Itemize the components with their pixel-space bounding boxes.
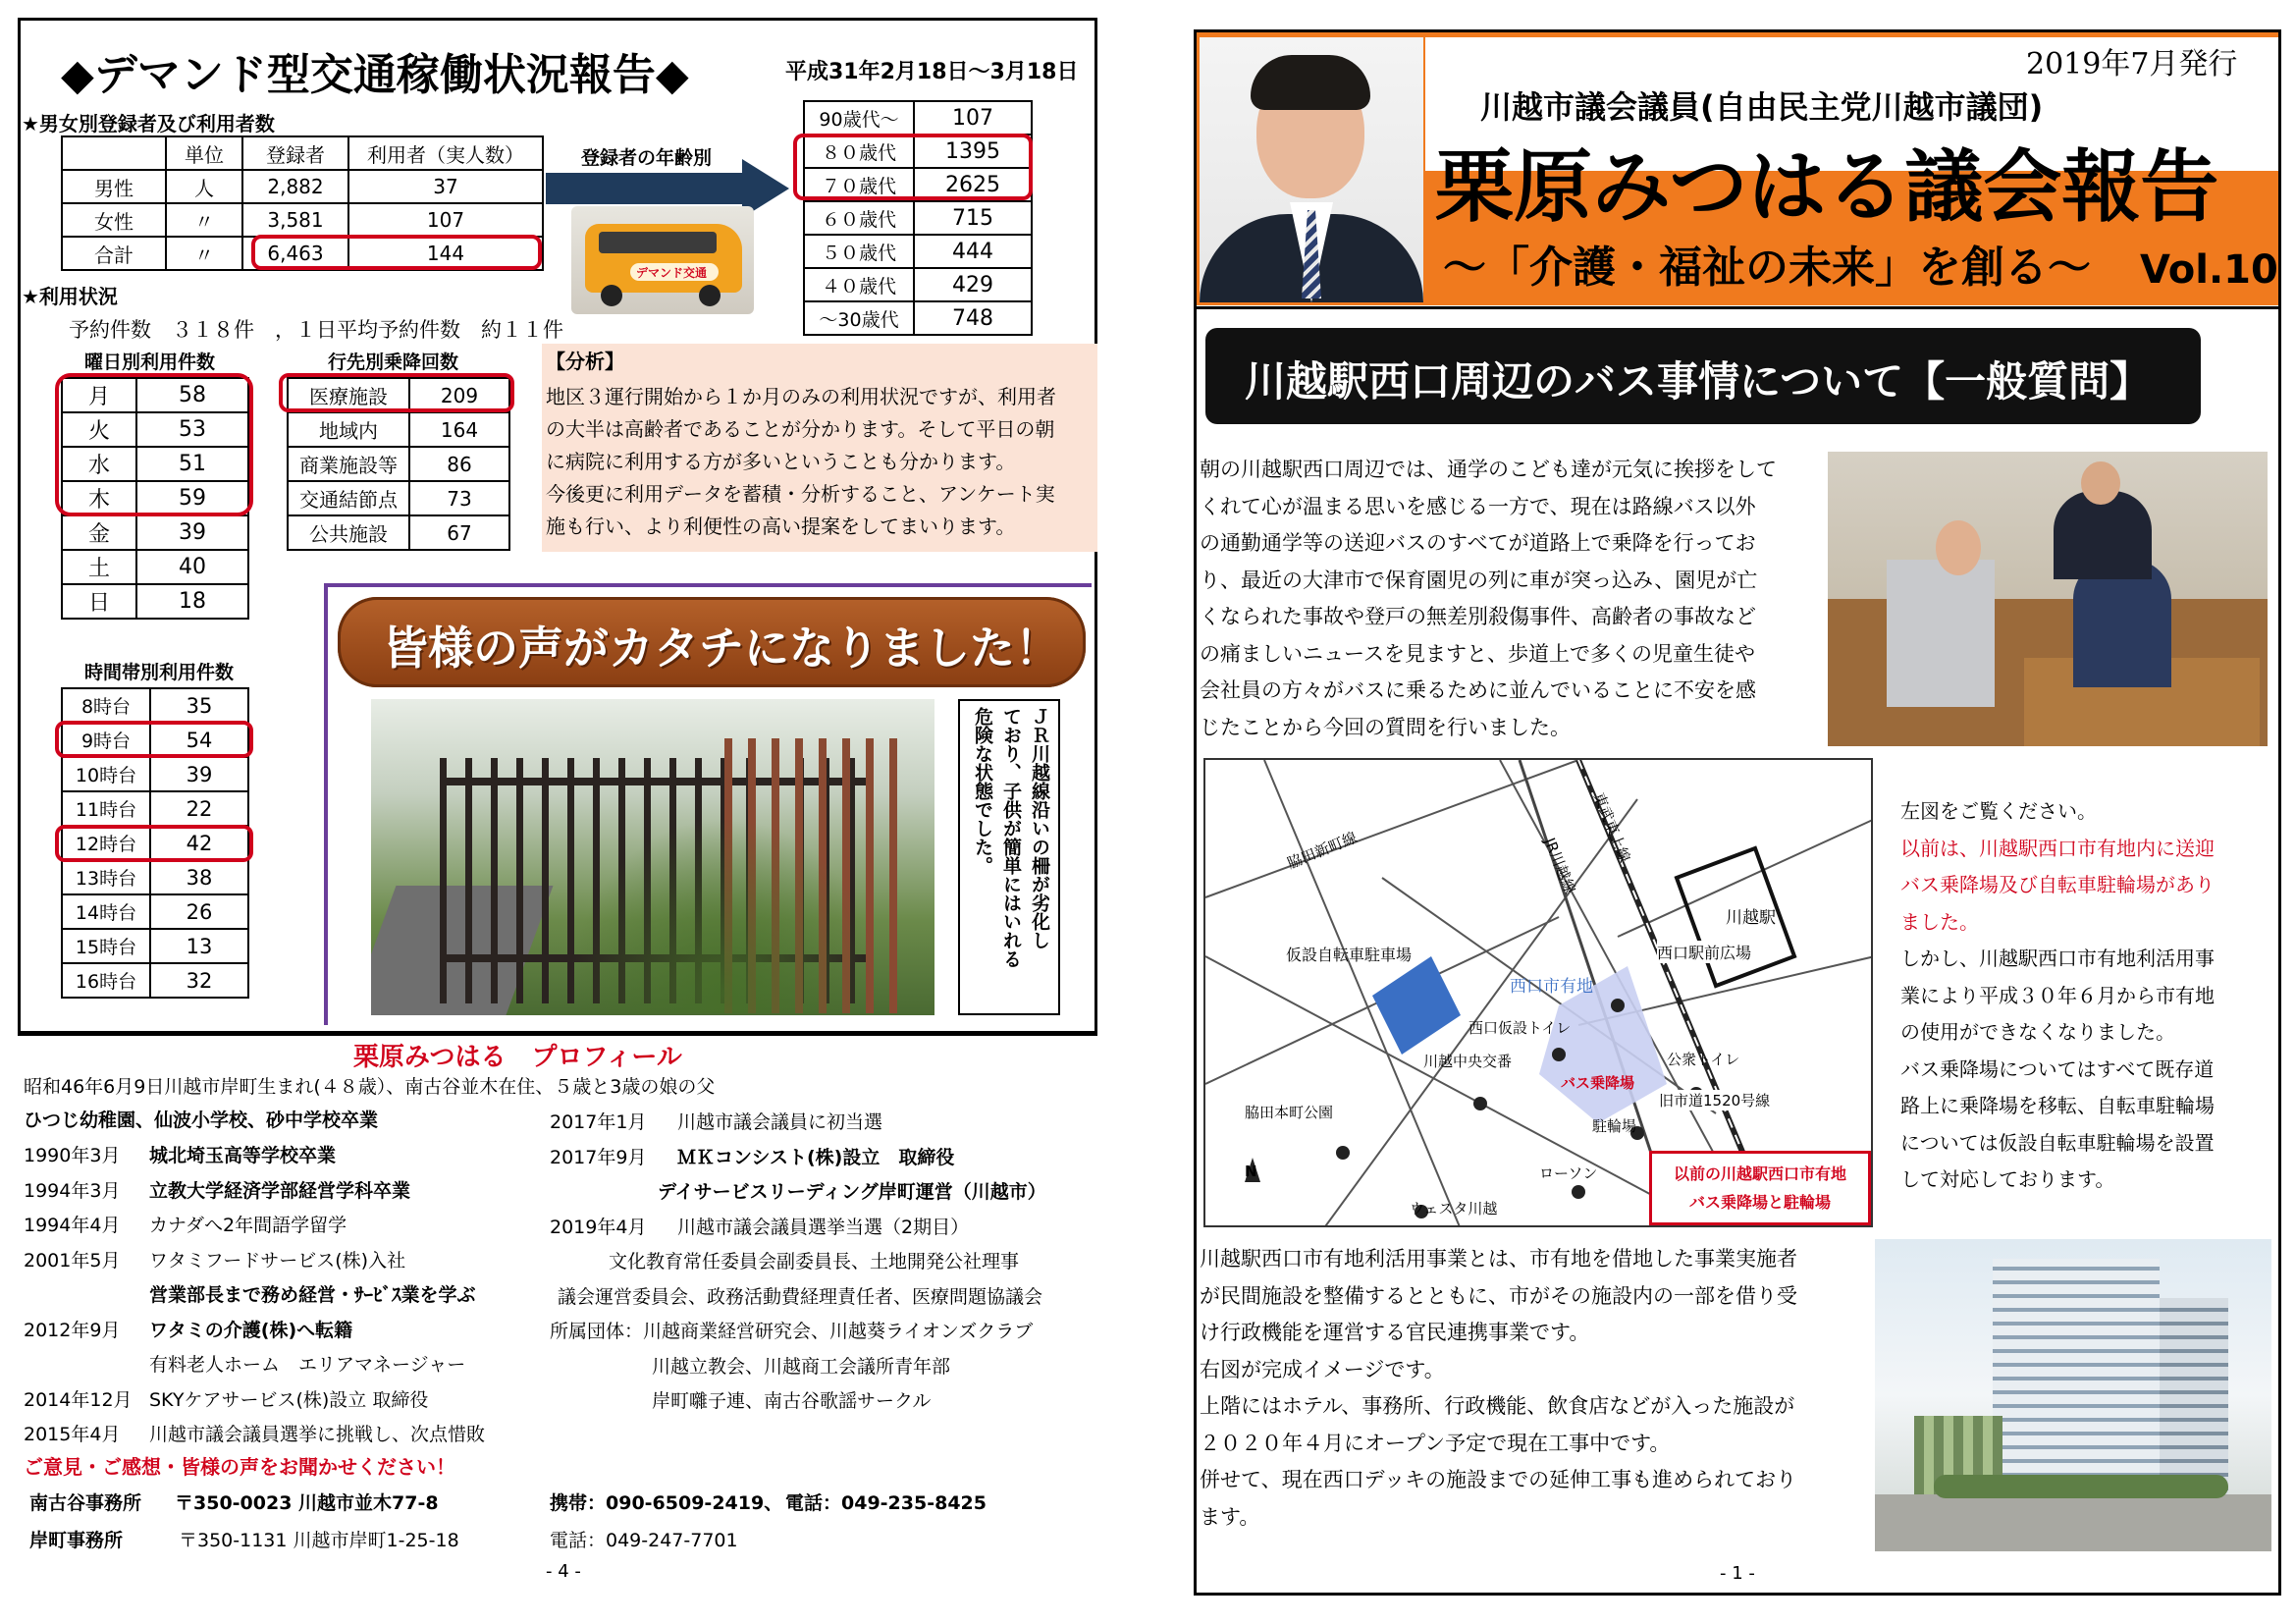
map-label-jr: JR川越線 xyxy=(1540,835,1579,896)
weekday-cell: 金 xyxy=(62,515,136,550)
dest-cell: 164 xyxy=(409,412,509,447)
hour-cell: 26 xyxy=(150,894,248,929)
issue-date: 2019年7月発行 xyxy=(2026,47,2238,81)
side-line: バス乗降場及び自転車駐輪場があり xyxy=(1900,873,2215,896)
age-cell: ４０歳代 xyxy=(804,268,914,301)
side-line: ました。 xyxy=(1900,909,1979,934)
reg-cell: 107 xyxy=(348,203,543,237)
right-page-number: - 1 - xyxy=(1720,1563,1755,1584)
analysis-line: に病院に利用する方が多いということも分かります。 xyxy=(546,450,1016,473)
affiliation: 川越市議会議員(自由民主党川越市議団) xyxy=(1480,88,2044,126)
building-rendering xyxy=(1875,1239,2271,1551)
voice-banner-text: 皆様の声がカタチになりました！ xyxy=(383,622,1060,675)
profile-item: 2012年9月 ワタミの介護(株)へ転籍 xyxy=(24,1319,353,1341)
map-label-police: 川越中央交番 xyxy=(1423,1053,1513,1070)
age-cell: 748 xyxy=(914,301,1032,335)
volume-label: Vol.10 xyxy=(2140,247,2278,293)
bottom-text xyxy=(1200,1241,1797,1536)
office2-address: 〒350-1131 川越市岸町1-25-18 xyxy=(179,1530,459,1551)
station-map xyxy=(1203,758,1873,1227)
highlight-age-70-80 xyxy=(793,134,1033,200)
reg-header-cell: 利用者（実人数） xyxy=(348,136,543,170)
bottom-line: 川越駅西口市有地利活用事業とは、市有地を借地した事業実施者 xyxy=(1200,1247,1797,1271)
map-label-station: 川越駅 xyxy=(1726,908,1776,928)
hour-cell: 11時台 xyxy=(62,791,150,826)
age-cell: 444 xyxy=(914,235,1032,268)
fence-note-col: ており、子供が簡単にはいれる xyxy=(1000,707,1022,968)
dest-cell: 公共施設 xyxy=(288,515,409,550)
office2-name: 岸町事務所 xyxy=(29,1530,124,1551)
office2-tel: 電話：049-247-7701 xyxy=(550,1530,738,1551)
office1-address: 〒350-0023 川越市並木77-8 xyxy=(175,1492,439,1514)
profile-item: 2001年5月 ワタミフードサービス(株)入社 xyxy=(24,1249,406,1272)
weekday-cell: 58 xyxy=(136,378,248,412)
weekday-cell: 39 xyxy=(136,515,248,550)
hour-cell: 42 xyxy=(150,826,248,860)
office1-mobile: 携帯：090-6509-2419、 xyxy=(550,1492,783,1514)
office1-name: 南古谷事務所 xyxy=(29,1492,142,1514)
dest-cell: 交通結節点 xyxy=(288,481,409,515)
left-period: 平成31年2月18日～3月18日 xyxy=(785,60,1079,84)
section-title: 川越駅西口周辺のバス事情について【一般質問】 xyxy=(1245,357,2152,406)
council-chamber-photo xyxy=(1828,452,2268,746)
age-cell: ～30歳代 xyxy=(804,301,914,335)
profile-item: 2017年9月 ＭＫコンシスト(株)設立 取締役 xyxy=(550,1146,955,1168)
map-label-tojo: 東武東上線 xyxy=(1589,789,1634,866)
profile-item: 営業部長まで務め経営・ｻｰﾋﾞｽ業を学ぶ xyxy=(149,1284,476,1306)
reg-cell: 〃 xyxy=(166,203,242,237)
hour-cell: 35 xyxy=(150,688,248,723)
hour-cell: 38 xyxy=(150,860,248,894)
map-caption-1: 以前の川越駅西口市有地 xyxy=(1673,1164,1846,1183)
dest-cell: 医療施設 xyxy=(288,378,409,412)
analysis-line: の大半は高齢者であることが分かります。そして平日の朝 xyxy=(546,417,1055,441)
fence-note-col: ＪＲ川越線沿いの柵が劣化し xyxy=(1029,707,1050,949)
map-label-temp-parking: 仮設自転車駐車場 xyxy=(1286,946,1413,964)
profile-item: 文化教育常任委員会副委員長、土地開発公社理事 xyxy=(609,1251,1020,1272)
bus-text: デマンド交通 xyxy=(636,266,708,280)
hour-cell: 15時台 xyxy=(62,929,150,963)
profile-item: デイサービスリーディング岸町運営（川越市） xyxy=(658,1181,1046,1203)
dest-cell: 73 xyxy=(409,481,509,515)
weekday-cell: 木 xyxy=(62,481,136,515)
reg-cell: 合計 xyxy=(62,237,166,270)
hour-cell: 22 xyxy=(150,791,248,826)
hour-cell: 9時台 xyxy=(62,723,150,757)
profile-item: 2015年4月 川越市議会議員選挙に挑戦し、次点惜敗 xyxy=(24,1424,486,1445)
map-label-park: 脇田本町公園 xyxy=(1245,1104,1334,1121)
weekday-cell: 火 xyxy=(62,412,136,447)
reg-header-cell xyxy=(62,136,166,170)
side-line: 路上に乗降場を移転、自転車駐輪場 xyxy=(1900,1094,2215,1117)
map-north-icon: N xyxy=(1245,1163,1257,1180)
reg-cell: 人 xyxy=(166,170,242,203)
reg-heading: ★男女別登録者及び利用者数 xyxy=(22,112,275,135)
map-label-public-toilet: 公衆トイレ xyxy=(1667,1051,1740,1068)
side-line: 左図をご覧ください。 xyxy=(1900,799,2097,823)
hour-cell: 13 xyxy=(150,929,248,963)
profile-intro-1: 昭和46年6月9日川越市岸町生まれ(４８歳）、南古谷並木在住、５歳と3歳の娘の父 xyxy=(24,1076,716,1098)
profile-item: 1994年3月 立教大学経済学部経営学科卒業 xyxy=(24,1179,411,1202)
purple-divider xyxy=(324,583,1092,587)
age-cell: ６０歳代 xyxy=(804,201,914,235)
side-line: については仮設自転車駐輪場を設置 xyxy=(1900,1130,2215,1155)
weekday-cell: 18 xyxy=(136,584,248,619)
side-explanation xyxy=(1900,793,2215,1199)
profile-item: 2017年1月 川越市議会議員に初当選 xyxy=(550,1111,883,1133)
map-label-temp-toilet: 西口仮設トイレ xyxy=(1468,1019,1572,1037)
dest-heading: 行先別乗降回数 xyxy=(328,352,459,373)
side-line: して対応しております。 xyxy=(1900,1167,2115,1191)
intro-line: の通勤通学等の送迎バスのすべてが道路上で乗降を行ってお xyxy=(1200,531,1756,555)
profile-title: 栗原みつはる プロフィール xyxy=(353,1043,682,1072)
hour-cell: 32 xyxy=(150,963,248,998)
intro-line: くなられた事故や登戸の無差別殺傷事件、高齢者の事故など xyxy=(1200,605,1756,628)
bottom-line: 上階にはホテル、事務所、行政機能、飲食店などが入った施設が xyxy=(1200,1394,1795,1418)
age-cell: ７０歳代 xyxy=(804,168,914,201)
hour-cell: 12時台 xyxy=(62,826,150,860)
dest-cell: 商業施設等 xyxy=(288,447,409,481)
highlight-12h xyxy=(55,825,253,862)
profile-intro-2: ひつじ幼稚園、仙波小学校、砂中学校卒業 xyxy=(24,1110,379,1131)
usage-heading: ★利用状況 xyxy=(22,285,118,308)
weekday-cell: 53 xyxy=(136,412,248,447)
map-caption-2: バス乗降場と駐輪場 xyxy=(1688,1193,1831,1212)
profile-item: 岸町囃子連、南古谷歌謡サークル xyxy=(652,1390,932,1412)
profile-left-column xyxy=(24,1139,485,1453)
profile-item: 有料老人ホーム エリアマネージャー xyxy=(149,1354,466,1376)
bottom-line: 右図が完成イメージです。 xyxy=(1200,1357,1445,1381)
reg-cell: 〃 xyxy=(166,237,242,270)
highlight-weekdays xyxy=(55,373,253,516)
hour-cell: 39 xyxy=(150,757,248,791)
analysis-line: 地区３運行開始から１か月のみの利用状況ですが、利用者 xyxy=(546,385,1056,408)
bottom-line: ２０２０年４月にオープン予定で現在工事中です。 xyxy=(1200,1431,1671,1455)
analysis-heading: 【分析】 xyxy=(546,350,624,373)
hour-cell: 16時台 xyxy=(62,963,150,998)
intro-line: じたことから今回の質問を行いました。 xyxy=(1200,715,1571,739)
age-cell: 2625 xyxy=(914,168,1032,201)
side-line: 業により平成３０年６月から市有地 xyxy=(1900,983,2215,1007)
intro-line: 朝の川越駅西口周辺では、通学のこども達が元気に挨拶をして xyxy=(1200,458,1777,481)
map-label-bus-stop: バス乗降場 xyxy=(1561,1074,1635,1092)
profile-item: 2014年12月 SKYケアサービス(株)設立 取締役 xyxy=(24,1388,429,1411)
analysis-text xyxy=(546,381,1056,543)
intro-line: くれて心が温まる思いを感じる一方で、現在は路線バス以外 xyxy=(1200,494,1756,518)
side-line: しかし、川越駅西口市有地利活用事 xyxy=(1900,947,2215,970)
analysis-line: 今後更に利用データを蓄積・分析すること、アンケート実 xyxy=(546,482,1055,506)
profile-right-column xyxy=(550,1106,1046,1420)
map-label-road-1520: 旧市道1520号線 xyxy=(1659,1092,1771,1110)
age-cell: ８０歳代 xyxy=(804,135,914,168)
contact-appeal: ご意見・ご感想・皆様の声をお聞かせください！ xyxy=(24,1455,455,1479)
map-label-westa: ウェスタ川越 xyxy=(1410,1200,1498,1218)
profile-item: 所属団体：川越商業経営研究会、川越葵ライオンズクラブ xyxy=(550,1321,1034,1342)
intro-line: 会社員の方々がバスに乗るために並んでいることに不安を感 xyxy=(1200,678,1756,702)
hour-cell: 14時台 xyxy=(62,894,150,929)
age-cell: 1395 xyxy=(914,135,1032,168)
councilor-portrait xyxy=(1200,37,1423,302)
profile-item: 2019年4月 川越市議会議員選挙当選（2期目） xyxy=(550,1216,970,1238)
dest-cell: 86 xyxy=(409,447,509,481)
reg-cell: 男性 xyxy=(62,170,166,203)
weekday-cell: 40 xyxy=(136,550,248,584)
reg-cell: 女性 xyxy=(62,203,166,237)
header-divider xyxy=(1197,306,2278,309)
map-label-lawson: ローソン xyxy=(1539,1164,1598,1182)
weekday-heading: 曜日別利用件数 xyxy=(84,352,216,373)
age-cell: ５０歳代 xyxy=(804,235,914,268)
demand-bus-photo xyxy=(571,206,754,314)
map-label-bike-parking: 駐輪場 xyxy=(1592,1117,1637,1135)
intro-line: の痛ましいニュースを見ますと、歩道上で多くの児童生徒や xyxy=(1200,641,1755,666)
left-title: ◆デマンド型交通稼働状況報告◆ xyxy=(61,50,689,100)
hour-cell: 54 xyxy=(150,723,248,757)
age-cell: 90歳代～ xyxy=(804,101,914,135)
reg-header-cell: 登録者 xyxy=(242,136,348,170)
weekday-cell: 水 xyxy=(62,447,136,481)
profile-item: 1990年3月 城北埼玉高等学校卒業 xyxy=(24,1145,337,1166)
intro-line: り、最近の大津市で保育園児の列に車が突っ込み、園児が亡 xyxy=(1200,568,1758,592)
left-page-number: - 4 - xyxy=(546,1561,581,1582)
highlight-medical xyxy=(279,373,514,412)
purple-divider-vertical xyxy=(324,583,328,1025)
side-line: バス乗降場についてはすべて既存道 xyxy=(1900,1056,2215,1081)
dest-cell: 209 xyxy=(409,378,509,412)
weekday-cell: 59 xyxy=(136,481,248,515)
hour-cell: 10時台 xyxy=(62,757,150,791)
reg-cell: 144 xyxy=(348,237,543,270)
side-line: 以前は、川越駅西口市有地内に送迎 xyxy=(1900,836,2215,860)
left-page-divider xyxy=(18,1033,1097,1036)
reg-header-cell: 単位 xyxy=(166,136,242,170)
bottom-line: が民間施設を整備するとともに、市がその施設内の一部を借り受 xyxy=(1200,1283,1797,1308)
hour-heading: 時間帯別利用件数 xyxy=(84,662,235,683)
highlight-9h xyxy=(55,721,253,758)
reg-cell: 2,882 xyxy=(242,170,348,203)
bottom-line: 併せて、現在西口デッキの施設までの延伸工事も進められており xyxy=(1200,1468,1797,1491)
reg-cell: 6,463 xyxy=(242,237,348,270)
fence-note-text xyxy=(968,707,1053,1007)
hour-cell: 8時台 xyxy=(62,688,150,723)
main-title: 栗原みつはる議会報告 xyxy=(1435,141,2219,233)
highlight-total-row xyxy=(251,235,542,270)
side-line: の使用ができなくなりました。 xyxy=(1900,1020,2175,1044)
weekday-cell: 月 xyxy=(62,378,136,412)
map-label-plaza: 西口駅前広場 xyxy=(1657,941,1751,963)
subtitle: ～「介護・福祉の未来」を創る～ xyxy=(1443,243,2091,293)
dest-cell: 地域内 xyxy=(288,412,409,447)
bottom-line: け行政機能を運営する官民連携事業です。 xyxy=(1200,1321,1590,1344)
intro-text xyxy=(1200,452,1777,746)
age-cell: 429 xyxy=(914,268,1032,301)
weekday-cell: 51 xyxy=(136,447,248,481)
usage-line: 予約件数 ３１８件 ，１日平均予約件数 約１１件 xyxy=(69,318,563,342)
age-cell: 715 xyxy=(914,201,1032,235)
profile-item: 議会運営委員会、政務活動費経理責任者、医療問題協議会 xyxy=(558,1285,1043,1308)
profile-item: 川越立教会、川越商工会議所青年部 xyxy=(652,1355,951,1378)
reg-cell: 37 xyxy=(348,170,543,203)
office1-tel: 電話：049-235-8425 xyxy=(785,1492,987,1514)
hour-cell: 13時台 xyxy=(62,860,150,894)
map-label-west-land: 西口市有地 xyxy=(1510,977,1593,997)
reg-cell: 3,581 xyxy=(242,203,348,237)
fence-note-col: 危険な状態でした。 xyxy=(972,707,993,875)
map-caption-box xyxy=(1649,1151,1871,1225)
weekday-cell: 日 xyxy=(62,584,136,619)
age-label: 登録者の年齢別 xyxy=(581,147,713,169)
profile-item: 1994年4月 カナダへ2年間語学留学 xyxy=(24,1215,347,1236)
age-cell: 107 xyxy=(914,101,1032,135)
analysis-line: 施も行い、より利便性の高い提案をしてまいります。 xyxy=(546,514,1016,538)
fence-photo xyxy=(371,699,934,1015)
map-label-road-south: 脇田新町線 xyxy=(1284,828,1361,873)
weekday-cell: 土 xyxy=(62,550,136,584)
bottom-line: ます。 xyxy=(1200,1504,1260,1529)
dest-cell: 67 xyxy=(409,515,509,550)
